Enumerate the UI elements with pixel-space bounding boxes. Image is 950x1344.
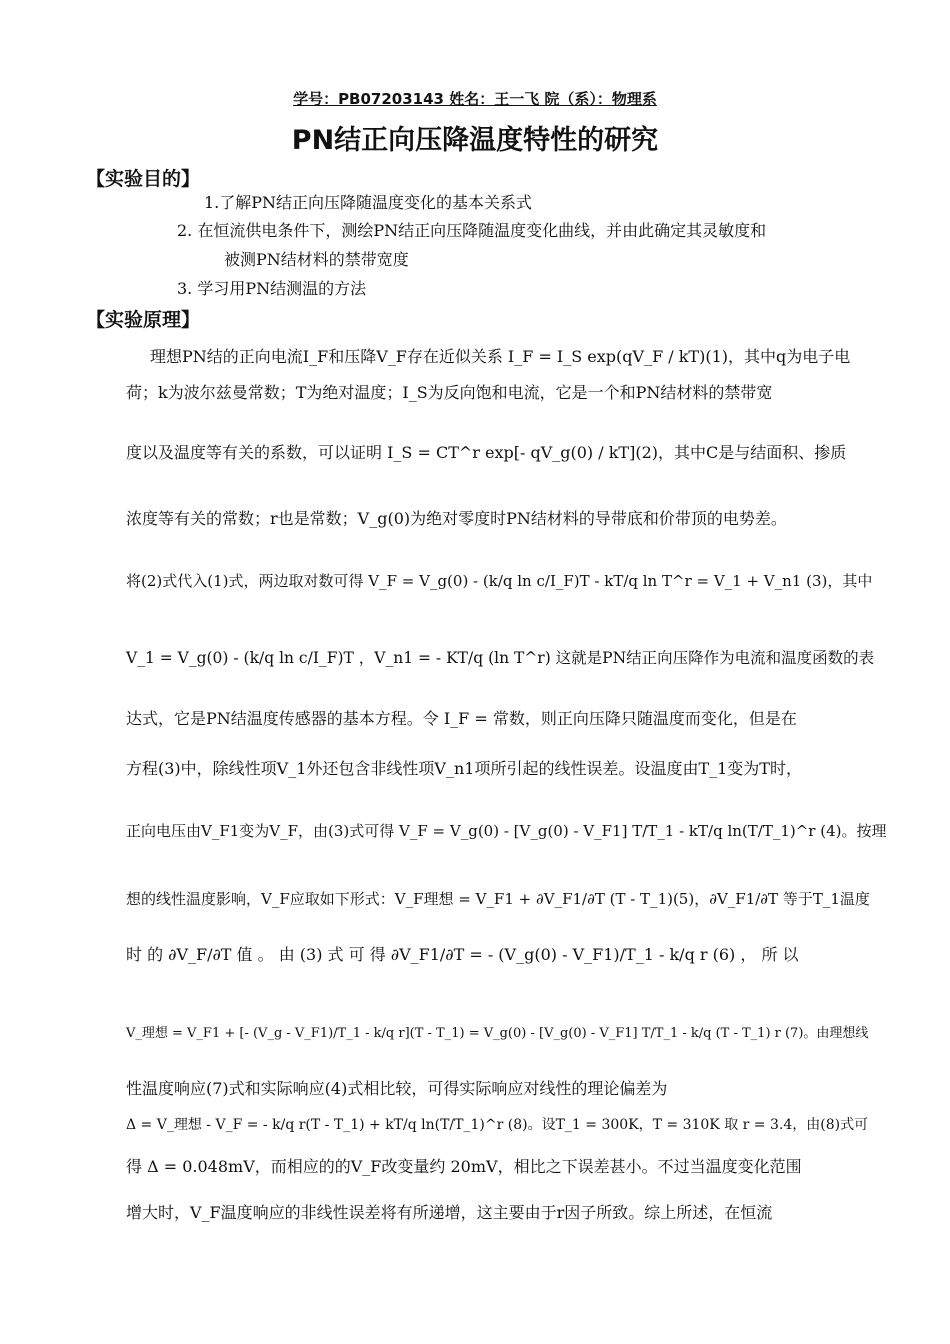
page-title: PN结正向压降温度特性的研究 (291, 125, 659, 156)
purpose-item-1: 1.了解PN结正向压降随温度变化的基本关系式 (204, 193, 533, 212)
para-line-16: 增大时，V_F温度响应的非线性误差将有所递增，这主要由于r因子所致。综上所述，在恒流 (126, 1203, 773, 1222)
para-line-3: 度以及温度等有关的系数，可以证明 I_S = CT^r exp[- qV_g(0) / kT](2)，其中C是与结面积、掺质 (126, 443, 847, 462)
para-line-13: 性温度响应(7)式和实际响应(4)式相比较，可得实际响应对线性的理论偏差为 (126, 1079, 668, 1098)
para-line-8: 方程(3)中，除线性项V_1外还包含非线性项V_n1项所引起的线性误差。设温度由T_1变为T时， (126, 759, 802, 778)
purpose-item-2: 2. 在恒流供电条件下，测绘PN结正向压降随温度变化曲线，并由此确定其灵敏度和 (177, 221, 767, 240)
para-line-7: 达式，它是PN结温度传感器的基本方程。令 I_F = 常数，则正向压降只随温度而变化，但是在 (126, 709, 797, 728)
para-line-12: V_理想 = V_F1 + [- (V_g - V_F1)/T_1 - k/q r](T - T_1) = V_g(0) - [V_g(0) - V_F1] T/T_1 - k/q (T - T_1) r (7)。由理想线 (126, 1026, 869, 1041)
para-line-9: 正向电压由V_F1变为V_F，由(3)式可得 V_F = V_g(0) - [V_g(0) - V_F1] T/T_1 - kT/q ln(T/T_1)^r (4)。按理 (126, 822, 887, 840)
purpose-item-3: 3. 学习用PN结测温的方法 (177, 279, 367, 298)
para-line-10: 想的线性温度影响，V_F应取如下形式：V_F理想 = V_F1 + ∂V_F1/∂T (T - T_1)(5)，∂V_F1/∂T 等于T_1温度 (126, 890, 870, 908)
para-line-6: V_1 = V_g(0) - (k/q ln c/I_F)T ，V_n1 = - KT/q (ln T^r) 这就是PN结正向压降作为电流和温度函数的表 (126, 649, 875, 667)
para-line-14: Δ = V_理想 - V_F = - k/q r(T - T_1) + kT/q ln(T/T_1)^r (8)。设T_1 = 300K，T = 310K 取 r = 3.4，由(8)式可 (126, 1117, 869, 1133)
section-purpose-heading: 【实验目的】 (86, 168, 201, 190)
para-line-4: 浓度等有关的常数；r也是常数；V_g(0)为绝对零度时PN结材料的导带底和价带顶的电势差。 (126, 509, 787, 528)
para-line-15: 得 Δ = 0.048mV，而相应的的V_F改变量约 20mV，相比之下误差甚小。不过当温度变化范围 (126, 1157, 802, 1176)
para-line-5: 将(2)式代入(1)式，两边取对数可得 V_F = V_g(0) - (k/q ln c/I_F)T - kT/q ln T^r = V_1 + V_n1 (3)，其中 (126, 572, 873, 590)
student-info: 学号：PB07203143 姓名：王一飞 院（系）：物理系 (293, 90, 657, 108)
para-line-1: 理想PN结的正向电流I_F和压降V_F存在近似关系 I_F = I_S exp(qV_F / kT)(1)，其中q为电子电 (150, 347, 851, 366)
purpose-item-2-cont: 被测PN结材料的禁带宽度 (224, 250, 409, 269)
para-line-11: 时 的 ∂V_F/∂T 值 。 由 (3) 式 可 得 ∂V_F1/∂T = - (V_g(0) - V_F1)/T_1 - k/q r (6) ， 所 以 (126, 945, 799, 964)
para-line-2: 荷；k为波尔兹曼常数；T为绝对温度；I_S为反向饱和电流，它是一个和PN结材料的禁带宽 (126, 383, 773, 402)
section-principle-heading: 【实验原理】 (86, 309, 201, 331)
